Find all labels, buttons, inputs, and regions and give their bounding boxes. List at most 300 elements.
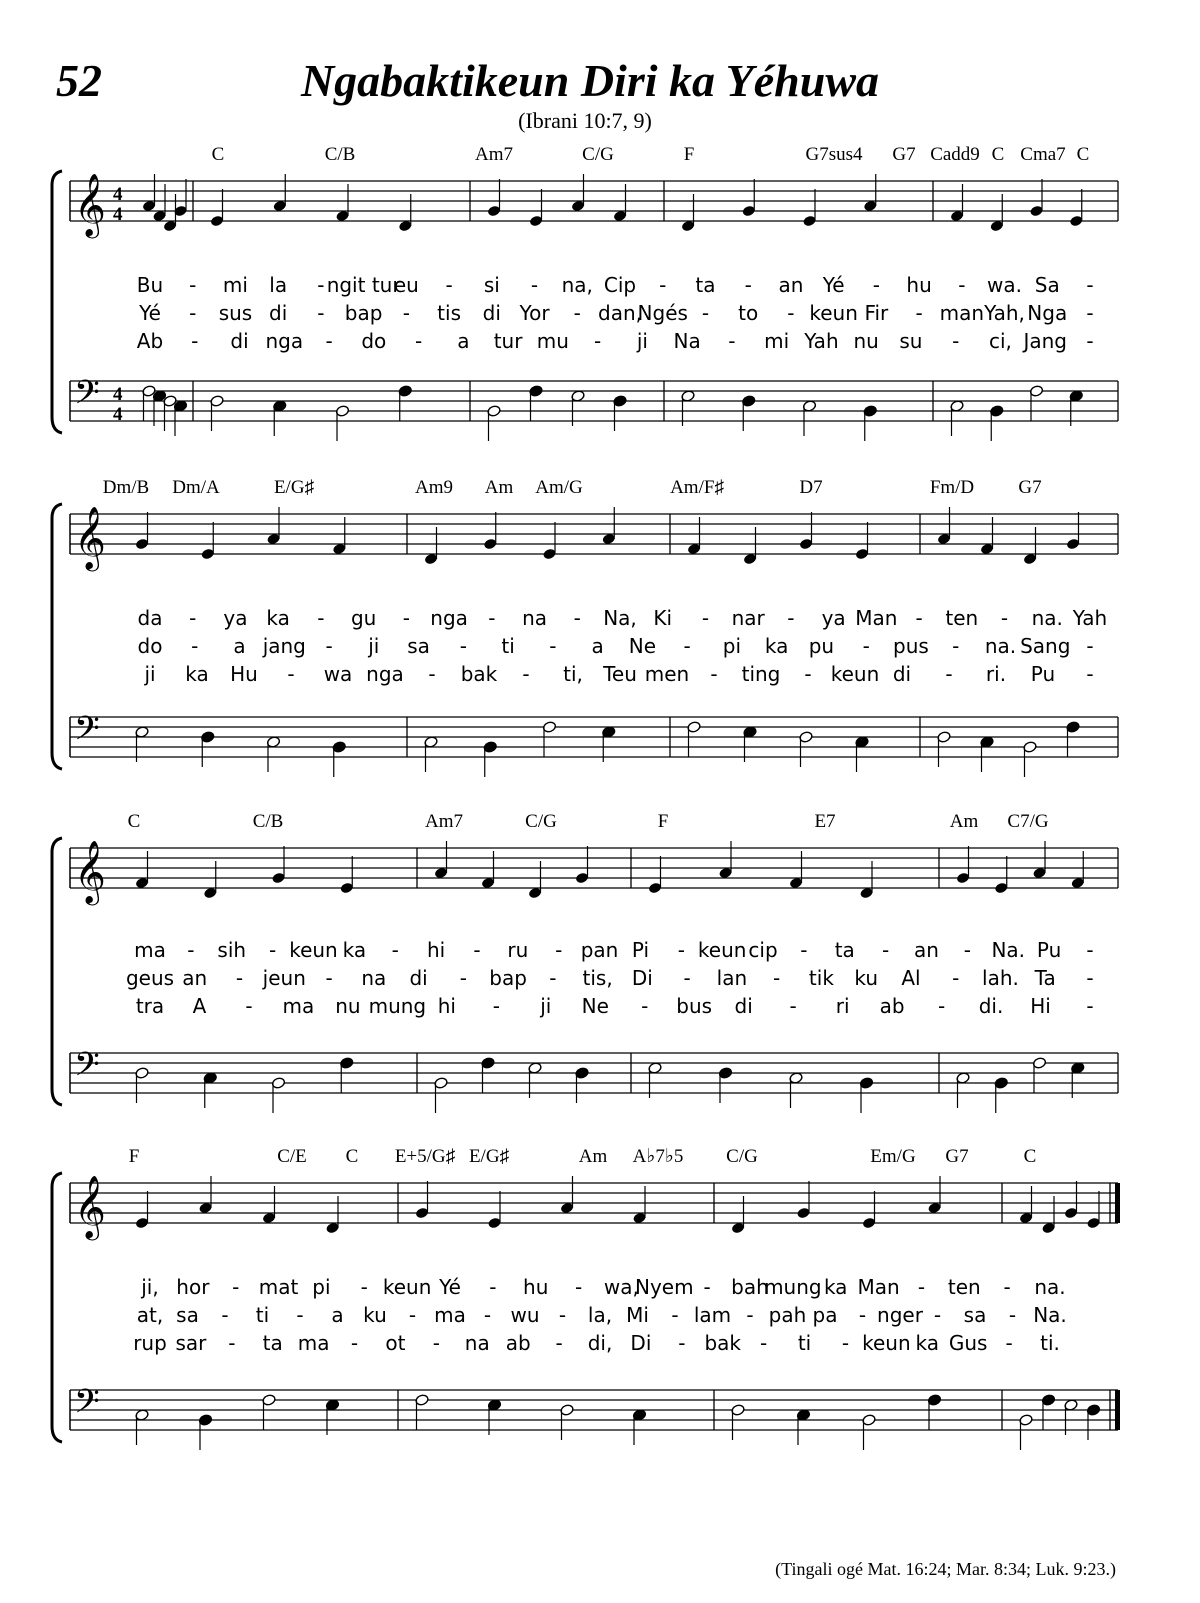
lyric-syllable: lan — [716, 966, 748, 990]
lyric-syllable: bah — [731, 1275, 769, 1299]
lyric-syllable: ting — [741, 662, 781, 686]
chord-symbol: C — [1023, 1146, 1037, 1167]
lyric-syllable: bak — [704, 1331, 742, 1355]
bass-staff — [70, 1046, 1118, 1093]
lyric-syllable: Yé — [822, 273, 845, 297]
lyric-syllable: lah. — [982, 966, 1019, 990]
bass-clef-icon: 𝄢 — [74, 374, 100, 420]
lyric-syllable: ma — [297, 1331, 330, 1355]
lyric-syllable: - — [325, 329, 333, 353]
lyric-syllable: mu — [536, 329, 569, 353]
lyric-syllable: ya — [223, 606, 248, 630]
lyric-syllable: ka — [185, 662, 209, 686]
lyric-syllable: - — [187, 938, 195, 962]
lyric-syllable: Fir — [864, 301, 889, 325]
lyric-syllable: Di — [630, 1331, 652, 1355]
lyric-syllable: - — [1000, 606, 1009, 630]
lyric-syllable: - — [189, 273, 197, 297]
chord-symbol: Cma7 — [1020, 144, 1066, 165]
lyric-syllable: na. — [984, 634, 1017, 658]
lyric-syllable: - — [1005, 1331, 1013, 1355]
chord-symbol: F — [128, 1146, 140, 1167]
lyric-syllable: nu — [335, 994, 361, 1018]
chord-symbol: E+5/G♯ — [394, 1146, 456, 1167]
lyric-syllable: ji — [540, 994, 552, 1018]
lyric-syllable: ji — [144, 662, 156, 686]
lyric-syllable: - — [915, 301, 923, 325]
lyric-syllable: - — [1086, 634, 1094, 658]
lyric-syllable: - — [402, 606, 410, 630]
lyric-syllable: - — [235, 966, 244, 990]
chord-symbol: C — [211, 144, 225, 165]
lyric-syllable: wa, — [603, 1275, 639, 1299]
lyric-syllable: ngit tur — [326, 273, 401, 297]
lyric-syllable: - — [1086, 966, 1094, 990]
chord-symbol: G7 — [945, 1146, 969, 1167]
lyric-syllable: - — [221, 1303, 229, 1327]
chord-symbol: Dm/A — [172, 477, 220, 498]
lyric-syllable: - — [594, 329, 602, 353]
system-2 — [52, 477, 1118, 777]
lyric-syllable: Ne — [628, 634, 657, 658]
lyric-syllable: keun — [697, 938, 747, 962]
lyric-syllable: Al — [901, 966, 921, 990]
lyric-syllable: - — [549, 966, 557, 990]
system-bracket — [52, 504, 62, 769]
bass-staff — [70, 1383, 1118, 1430]
lyric-syllable: Sang — [1020, 634, 1071, 658]
lyric-syllable: ri. — [985, 662, 1007, 686]
lyric-syllable: Bu — [136, 273, 164, 297]
lyric-syllable: - — [489, 1275, 497, 1299]
lyric-syllable: Yé — [139, 301, 161, 325]
lyric-syllable: - — [841, 1331, 850, 1355]
lyric-syllable: - — [391, 938, 399, 962]
bass-clef-icon: 𝄢 — [74, 1046, 100, 1092]
lyric-syllable: hi — [426, 938, 446, 962]
system-bracket — [52, 1173, 62, 1442]
chord-symbol: Fm/D — [929, 477, 975, 498]
lyric-syllable: pu — [808, 634, 835, 658]
lyric-syllable: - — [671, 1303, 679, 1327]
lyric-syllable: na. — [1034, 1275, 1066, 1299]
lyric-syllable: - — [872, 273, 880, 297]
lyric-syllable: - — [1086, 329, 1094, 353]
chord-symbol: E/G♯ — [468, 1146, 510, 1167]
treble-staff — [70, 1175, 1118, 1241]
lyric-syllable: - — [1086, 301, 1094, 325]
time-signature-bottom: 4 — [113, 404, 123, 425]
lyric-syllable: - — [787, 301, 795, 325]
treble-clef-icon: 𝄞 — [74, 506, 106, 569]
lyric-syllable: Sa — [1034, 273, 1060, 297]
lyric-syllable: na. — [1031, 606, 1063, 630]
lyric-syllable: Ta — [1034, 966, 1056, 990]
lyric-syllable: - — [228, 1331, 236, 1355]
lyric-syllable: - — [1008, 1303, 1017, 1327]
lyric-syllable: - — [189, 301, 197, 325]
lyric-syllable: - — [191, 329, 199, 353]
chord-symbol: Am/G — [535, 477, 583, 498]
lyric-syllable: di — [892, 662, 912, 686]
lyric-syllable: nga — [366, 662, 404, 686]
lyric-syllable: - — [492, 994, 500, 1018]
treble-clef-icon: 𝄞 — [74, 1175, 106, 1238]
lyric-syllable: - — [268, 938, 277, 962]
lyric-syllable: di — [482, 301, 501, 325]
chord-symbol: D7 — [799, 477, 823, 498]
chord-symbol: A♭7♭5 — [632, 1146, 684, 1167]
chord-symbol: Am — [484, 477, 514, 498]
lyric-syllable: Nyem — [634, 1275, 694, 1299]
lyric-syllable: - — [1086, 994, 1094, 1018]
lyric-syllable: Teu — [603, 662, 637, 686]
chord-symbol: E/G♯ — [273, 477, 315, 498]
lyric-syllable: A — [192, 994, 207, 1018]
lyric-syllable: pa — [812, 1303, 838, 1327]
system-bracket — [52, 171, 62, 433]
lyric-syllable: Pu — [1036, 938, 1062, 962]
lyric-syllable: wa. — [987, 273, 1023, 297]
lyric-syllable: - — [350, 1331, 359, 1355]
chord-symbol: G7 — [1018, 477, 1042, 498]
lyric-syllable: - — [728, 329, 736, 353]
lyric-syllable: Na, — [603, 606, 637, 630]
lyric-syllable: ma — [134, 938, 166, 962]
lyric-syllable: - — [573, 606, 581, 630]
lyric-syllable: Mi — [626, 1303, 649, 1327]
lyric-syllable: tik — [808, 966, 834, 990]
lyric-syllable: ot — [385, 1331, 406, 1355]
lyric-syllable: di, — [587, 1331, 613, 1355]
time-signature-top: 4 — [113, 184, 123, 205]
lyric-syllable: - — [641, 994, 649, 1018]
chord-symbol: C — [1076, 144, 1090, 165]
lyric-syllable: ab — [879, 994, 905, 1018]
lyric-syllable: nu — [853, 329, 879, 353]
lyric-syllable: na — [464, 1331, 490, 1355]
lyric-syllable: - — [1003, 1275, 1011, 1299]
lyric-syllable: - — [245, 994, 253, 1018]
lyric-syllable: ka — [342, 938, 367, 962]
lyric-syllable: mung — [368, 994, 427, 1018]
lyric-syllable: men — [644, 662, 690, 686]
lyric-syllable: keun — [382, 1275, 432, 1299]
lyric-syllable: pan — [580, 938, 619, 962]
lyric-syllable: a — [591, 634, 604, 658]
lyric-syllable: nar — [731, 606, 765, 630]
lyric-syllable: sar — [175, 1331, 207, 1355]
lyric-syllable: - — [488, 606, 496, 630]
chord-symbol: Am/F♯ — [670, 477, 724, 498]
chord-symbol: Am9 — [415, 477, 453, 498]
lyric-syllable: ab — [505, 1331, 531, 1355]
lyric-syllable: Na — [673, 329, 701, 353]
lyric-syllable: geus — [125, 966, 175, 990]
lyric-syllable: lam — [693, 1303, 732, 1327]
lyric-syllable: rup — [133, 1331, 167, 1355]
lyric-syllable: ten — [947, 1275, 981, 1299]
lyric-syllable: nger — [877, 1303, 923, 1327]
lyric-syllable: - — [287, 662, 295, 686]
lyric-syllable: pi — [722, 634, 742, 658]
lyric-syllable: la, — [587, 1303, 613, 1327]
lyric-syllable: sa — [176, 1303, 199, 1327]
lyric-syllable: - — [483, 1303, 492, 1327]
final-barline-thick — [1115, 1390, 1120, 1430]
lyric-syllable: - — [858, 1303, 867, 1327]
bass-clef-icon: 𝄢 — [74, 710, 100, 756]
lyric-syllable: wa — [323, 662, 353, 686]
system-1 — [52, 144, 1118, 441]
lyric-syllable: - — [773, 966, 781, 990]
lyric-syllable: jeun — [262, 966, 306, 990]
lyric-syllable: - — [787, 606, 795, 630]
lyric-syllable: di — [409, 966, 428, 990]
lyric-syllable: ti — [501, 634, 515, 658]
chord-symbol: Dm/B — [102, 477, 150, 498]
lyric-syllable: Yah, — [984, 301, 1025, 325]
lyric-syllable: Yor — [519, 301, 550, 325]
lyric-syllable: - — [882, 938, 890, 962]
lyric-syllable: Man — [855, 606, 898, 630]
lyric-syllable: - — [232, 1275, 240, 1299]
lyric-syllable: - — [360, 1275, 368, 1299]
lyric-syllable: ti — [797, 1331, 812, 1355]
lyric-syllable: Man — [857, 1275, 900, 1299]
lyric-syllable: - — [555, 1331, 563, 1355]
lyric-syllable: - — [945, 662, 953, 686]
lyric-syllable: sa — [407, 634, 430, 658]
chord-symbol: F — [683, 144, 695, 165]
lyric-syllable: - — [522, 662, 530, 686]
lyric-syllable: - — [325, 966, 333, 990]
lyric-syllable: - — [701, 301, 710, 325]
lyric-syllable: nga — [430, 606, 468, 630]
lyric-syllable: a — [233, 634, 246, 658]
lyric-syllable: Ne — [581, 994, 609, 1018]
lyric-syllable: Gus — [948, 1331, 988, 1355]
chord-symbol: Am — [949, 811, 979, 832]
chord-symbol: E7 — [814, 811, 836, 832]
lyric-syllable: ya — [821, 606, 846, 630]
lyric-syllable: - — [408, 1303, 417, 1327]
lyric-syllable: - — [1086, 273, 1094, 297]
lyric-syllable: - — [789, 994, 797, 1018]
lyric-syllable: gu — [350, 606, 377, 630]
system-4 — [52, 1146, 1120, 1450]
lyric-syllable: bap — [344, 301, 383, 325]
scripture-reference: (Ibrani 10:7, 9) — [518, 108, 652, 133]
lyric-syllable: - — [414, 329, 423, 353]
lyric-syllable: - — [317, 301, 325, 325]
lyric-syllable: Di — [631, 966, 653, 990]
lyric-syllable: sa — [963, 1303, 987, 1327]
lyric-syllable: ka — [823, 1275, 848, 1299]
treble-clef-icon: 𝄞 — [74, 840, 106, 903]
lyric-syllable: - — [703, 1275, 711, 1299]
lyric-syllable: na, — [561, 273, 593, 297]
lyric-syllable: ta — [834, 938, 855, 962]
lyric-syllable: - — [530, 273, 539, 297]
lyric-syllable: - — [325, 634, 333, 658]
lyric-syllable: ta — [695, 273, 716, 297]
lyric-syllable: da — [137, 606, 163, 630]
lyric-syllable: sus — [218, 301, 253, 325]
lyric-syllable: keun — [862, 1331, 911, 1355]
hymn-title: Ngabaktikeun Diri ka Yéhuwa — [300, 55, 880, 106]
lyric-syllable: - — [459, 966, 467, 990]
lyric-syllable: hi — [437, 994, 456, 1018]
lyric-syllable: - — [677, 938, 685, 962]
lyric-syllable: - — [937, 994, 946, 1018]
lyric-syllable: a — [457, 329, 470, 353]
lyric-syllable: keun — [289, 938, 338, 962]
treble-staff — [70, 840, 1118, 906]
chord-symbol: C — [127, 811, 141, 832]
lyric-syllable: - — [744, 273, 752, 297]
lyric-syllable: - — [296, 1303, 304, 1327]
chord-symbol: C/B — [252, 811, 284, 832]
lyric-syllable: su — [899, 329, 923, 353]
lyric-syllable: bap — [489, 966, 527, 990]
time-signature-top: 4 — [113, 384, 123, 405]
lyric-syllable: - — [558, 1303, 567, 1327]
lyric-syllable: ci, — [989, 329, 1012, 353]
lyric-syllable: an — [914, 938, 939, 962]
lyric-syllable: hu — [523, 1275, 549, 1299]
lyric-syllable: - — [862, 634, 870, 658]
lyric-syllable: Hi — [1030, 994, 1051, 1018]
lyric-syllable: jang — [262, 634, 306, 658]
chord-symbol: G7sus4 — [805, 144, 863, 165]
lyric-syllable: Ngés — [637, 301, 688, 325]
lyric-syllable: - — [573, 301, 581, 325]
lyric-syllable: - — [710, 662, 718, 686]
lyric-syllable: mi — [222, 273, 248, 297]
lyric-syllable: ka — [764, 634, 789, 658]
hymn-number: 52 — [56, 55, 102, 106]
lyric-syllable: ru — [507, 938, 529, 962]
lyric-syllable: - — [189, 606, 197, 630]
chord-symbol: Am7 — [475, 144, 513, 165]
lyric-syllable: - — [701, 606, 710, 630]
lyric-syllable: wu — [510, 1303, 540, 1327]
lyric-syllable: ka — [915, 1331, 940, 1355]
chord-symbol: C/E — [277, 1146, 307, 1167]
lyric-syllable: - — [683, 634, 691, 658]
lyric-syllable: ji — [636, 329, 648, 353]
lyric-syllable: ji — [368, 634, 380, 658]
lyric-syllable: ma — [434, 1303, 466, 1327]
treble-clef-icon: 𝄞 — [74, 173, 106, 236]
lyric-syllable: - — [760, 1331, 768, 1355]
lyric-syllable: ti. — [1040, 1331, 1060, 1355]
chord-symbol: C/G — [525, 811, 557, 832]
chord-symbol: C — [345, 1146, 359, 1167]
chord-symbol: G7 — [892, 144, 916, 165]
lyric-syllable: - — [963, 938, 972, 962]
lyric-syllable: pah — [768, 1303, 807, 1327]
chord-symbol: C — [991, 144, 1005, 165]
lyric-syllable: ta — [262, 1331, 283, 1355]
treble-staff — [70, 173, 1118, 239]
lyric-syllable: Yé — [439, 1275, 461, 1299]
systems-layer — [52, 144, 1120, 1450]
system-bracket — [52, 838, 62, 1105]
lyric-syllable: a — [331, 1303, 344, 1327]
lyric-syllable: Cip — [603, 273, 637, 297]
lyric-syllable: ji, — [141, 1275, 159, 1299]
lyric-syllable: na — [361, 966, 387, 990]
lyric-syllable: - — [678, 1331, 686, 1355]
lyric-syllable: keun — [809, 301, 858, 325]
lyric-syllable: - — [574, 1275, 583, 1299]
lyric-syllable: do — [361, 329, 387, 353]
lyric-syllable: Yah — [804, 329, 839, 353]
lyric-syllable: Pi — [631, 938, 650, 962]
lyric-syllable: Na. — [1033, 1303, 1067, 1327]
lyric-syllable: - — [746, 1303, 754, 1327]
bass-staff — [70, 710, 1118, 757]
bass-clef-icon: 𝄢 — [74, 1383, 100, 1429]
lyric-syllable: di — [734, 994, 753, 1018]
lyric-syllable: - — [1086, 938, 1094, 962]
lyric-syllable: keun — [830, 662, 880, 686]
lyric-syllable: ten — [945, 606, 979, 630]
chord-symbol: C7/G — [1007, 811, 1049, 832]
lyric-syllable: mung — [764, 1275, 822, 1299]
lyric-syllable: - — [952, 966, 960, 990]
lyric-syllable: ku — [363, 1303, 387, 1327]
lyric-syllable: la — [269, 273, 288, 297]
lyric-syllable: an — [182, 966, 208, 990]
time-signature-bottom: 4 — [113, 204, 123, 225]
lyric-syllable: cip — [748, 938, 778, 962]
lyric-syllable: - — [804, 662, 812, 686]
lyric-syllable: mi — [764, 329, 790, 353]
lyric-syllable: si — [483, 273, 500, 297]
chord-symbol: Cadd9 — [930, 144, 980, 165]
lyric-syllable: - — [317, 606, 325, 630]
lyric-syllable: - — [958, 273, 966, 297]
lyric-syllable: tis — [437, 301, 462, 325]
lyric-syllable: ku — [854, 966, 879, 990]
lyric-syllable: mat — [258, 1275, 299, 1299]
lyric-syllable: at, — [136, 1303, 164, 1327]
lyric-syllable: Ab — [136, 329, 164, 353]
lyric-syllable: an — [778, 273, 804, 297]
lyric-syllable: - — [428, 662, 436, 686]
lyric-syllable: ka — [266, 606, 290, 630]
lyric-syllable: pus — [893, 634, 929, 658]
lyric-syllable: ti — [255, 1303, 270, 1327]
lyric-syllable: - — [659, 273, 667, 297]
lyric-syllable: - — [473, 938, 481, 962]
lyric-syllable: tra — [135, 994, 165, 1018]
lyric-syllable: - — [432, 1331, 440, 1355]
lyric-syllable: hor — [176, 1275, 210, 1299]
lyric-syllable: - — [952, 634, 960, 658]
lyric-syllable: Yah — [1072, 606, 1108, 630]
lyric-syllable: do — [137, 634, 163, 658]
final-barline-thick — [1115, 1183, 1120, 1223]
lyric-syllable: pi — [312, 1275, 331, 1299]
lyric-syllable: tis, — [582, 966, 613, 990]
treble-staff — [70, 506, 1118, 572]
lyric-syllable: - — [549, 634, 557, 658]
lyric-syllable: Na. — [991, 938, 1026, 962]
